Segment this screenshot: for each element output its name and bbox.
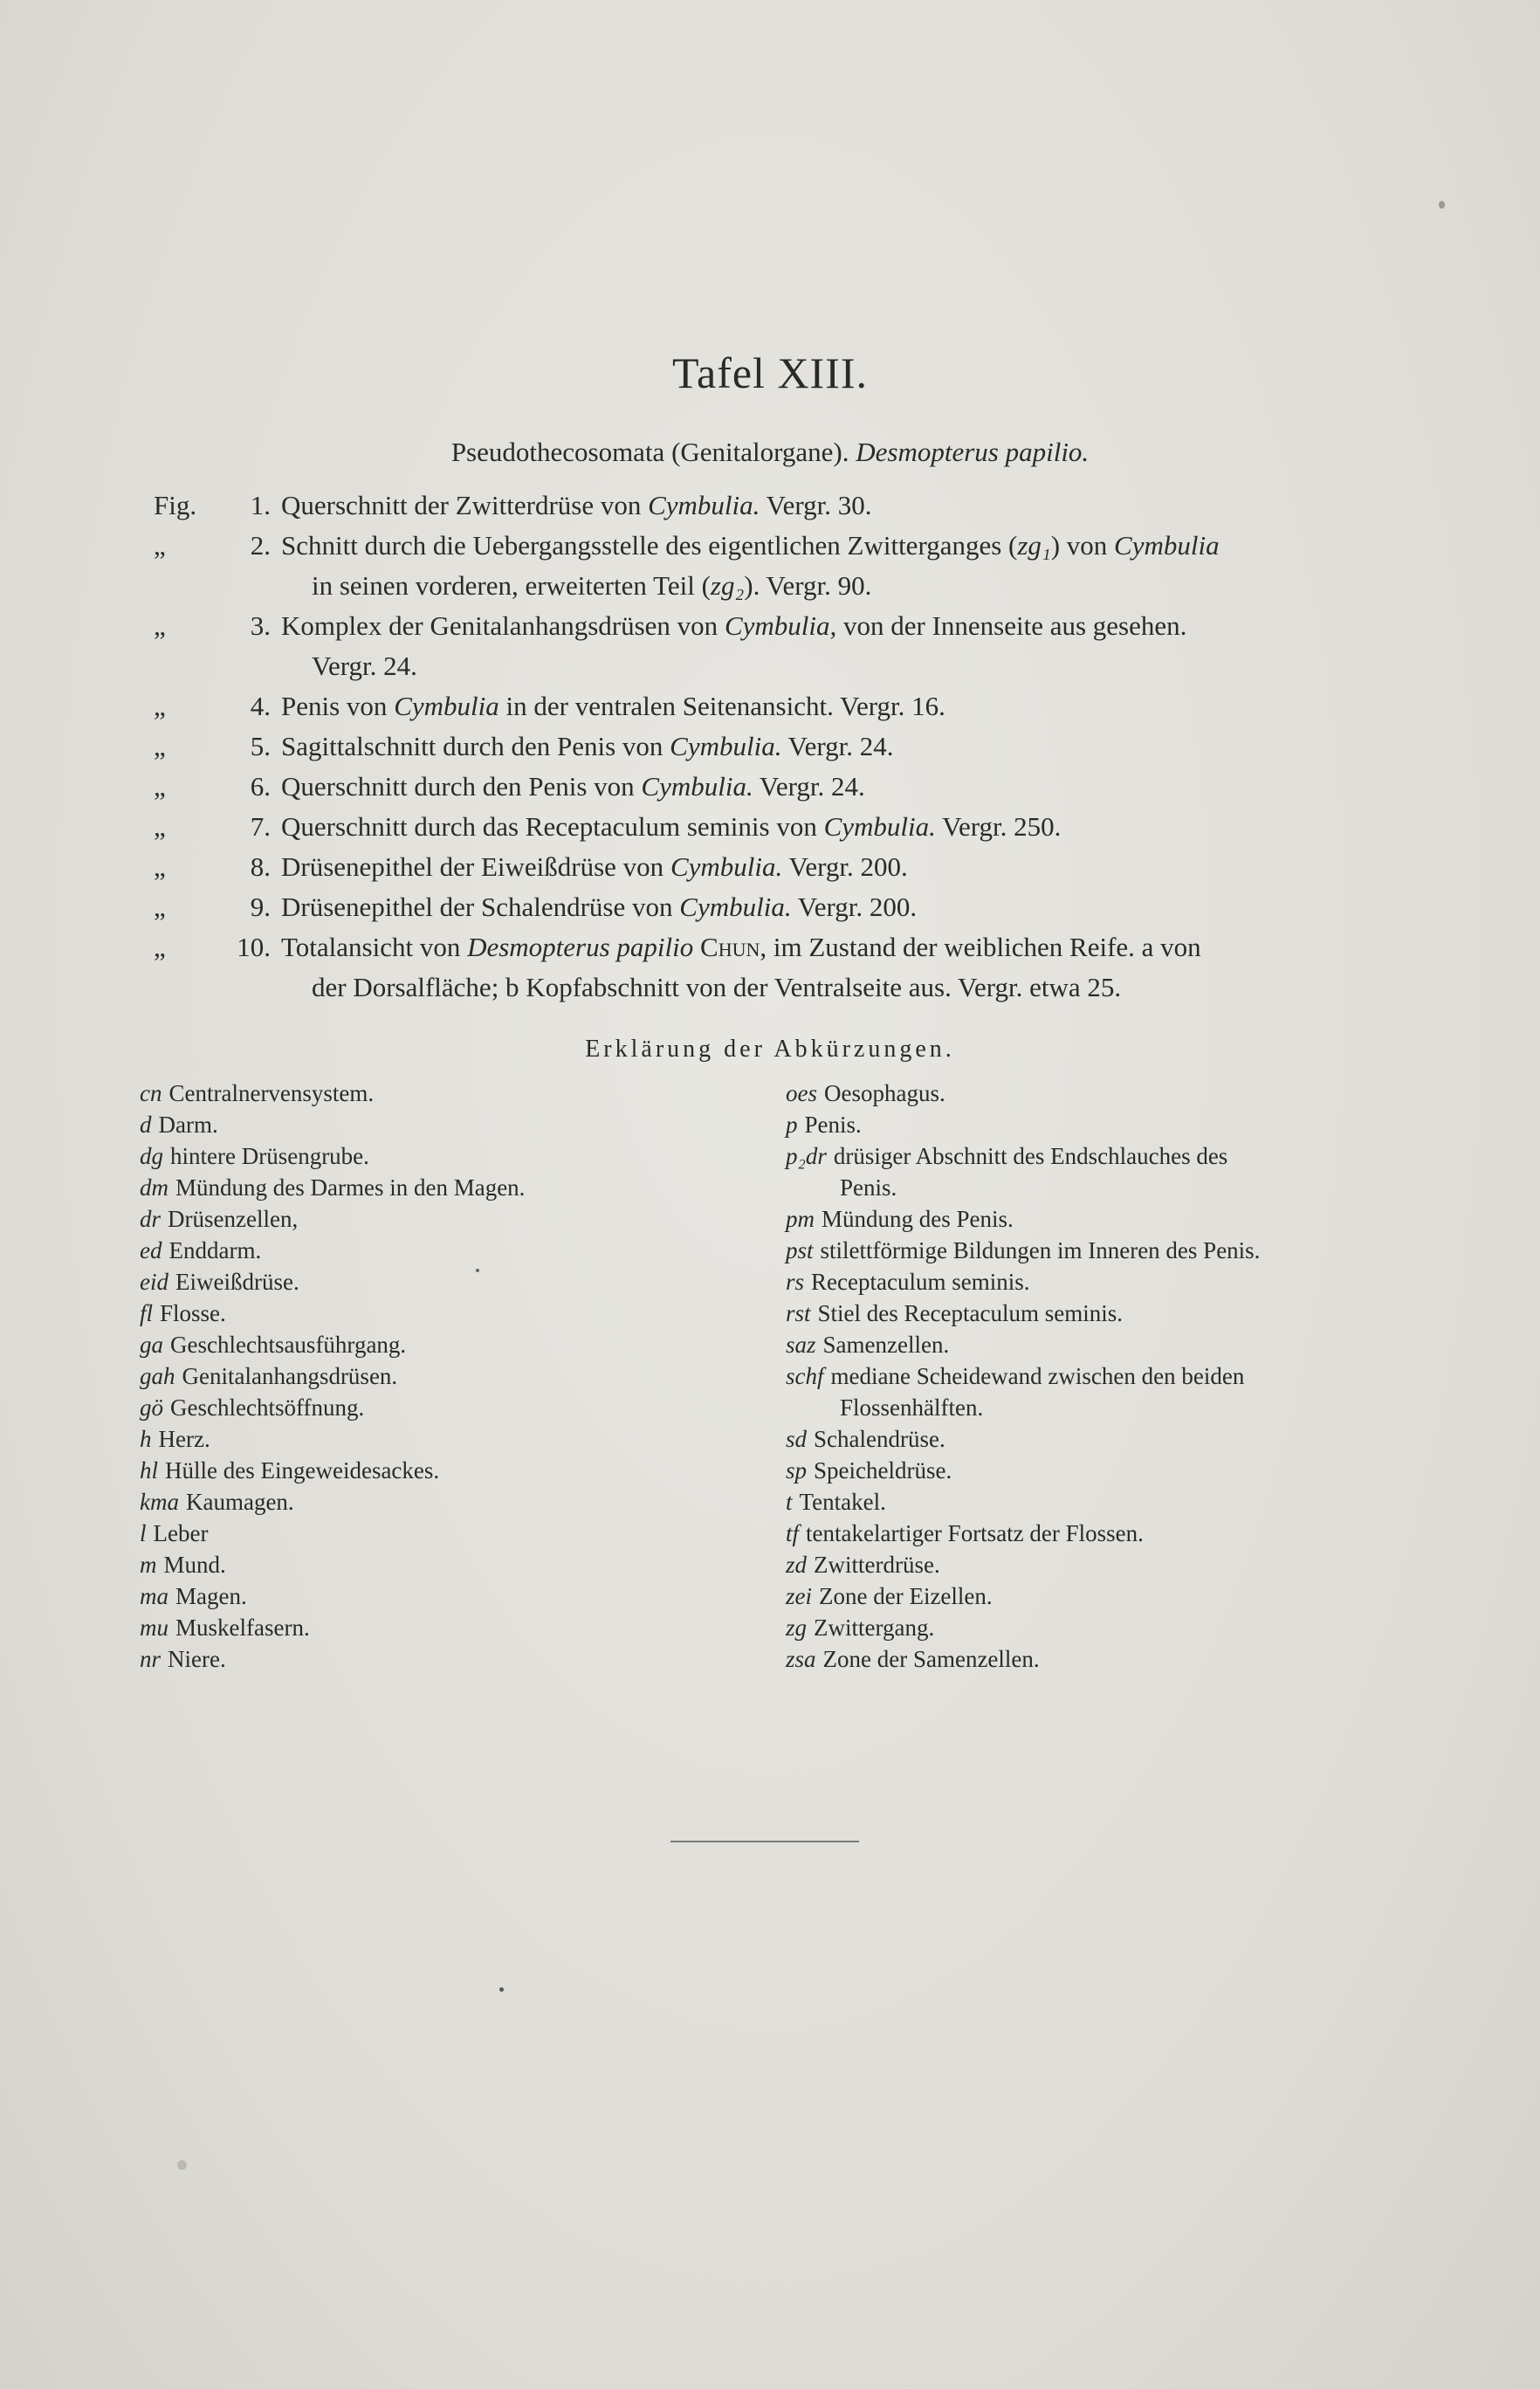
subtitle-species: Desmopterus papilio. xyxy=(856,437,1090,467)
abbreviation: gö xyxy=(140,1394,163,1421)
abbreviation-definition: Tentakel. xyxy=(799,1489,886,1515)
abbreviation-entry xyxy=(140,1423,663,1455)
abbreviation: schf xyxy=(786,1363,824,1389)
abbreviation-entry xyxy=(786,1140,1414,1203)
figure-number: 9. xyxy=(250,892,271,922)
abbreviation-definition: Zone der Samenzellen. xyxy=(822,1646,1040,1672)
abbreviations-left-column xyxy=(140,1077,663,1675)
paper-speck xyxy=(499,1987,504,1992)
italic-text: Cymbulia xyxy=(394,691,499,721)
caption-text: von der Innenseite aus gesehen. xyxy=(836,610,1187,641)
abbreviation-entry xyxy=(786,1455,1414,1486)
abbreviation-definition: Geschlechtsöffnung. xyxy=(170,1394,365,1421)
figure-caption-4 xyxy=(154,686,1424,726)
abbreviation-definition: Schalendrüse. xyxy=(814,1426,945,1452)
abbreviation-entry xyxy=(786,1580,1414,1612)
figure-prefix: „ xyxy=(154,691,166,721)
abbreviation: sp xyxy=(786,1457,808,1484)
caption-text: in seinen vorderen, erweiterten Teil ( xyxy=(312,570,711,601)
abbreviation-entry xyxy=(786,1612,1414,1643)
figure-description-continued xyxy=(281,646,1424,686)
abbreviation-entry xyxy=(140,1140,663,1172)
paper-speck xyxy=(476,1269,479,1272)
caption-text: Vergr. 200. xyxy=(791,892,918,922)
abbreviation-definition: Penis. xyxy=(804,1112,862,1138)
abbreviation: zd xyxy=(786,1552,808,1578)
abbreviation-definition: mediane Scheidewand zwischen den beiden xyxy=(830,1363,1245,1389)
abbreviation-definition: Genitalanhangsdrüsen. xyxy=(182,1363,398,1389)
plate-title: Tafel XIII. xyxy=(671,348,869,397)
abbreviation-entry xyxy=(140,1298,663,1329)
figure-description xyxy=(281,686,1424,726)
abbreviations-right-column xyxy=(786,1077,1414,1675)
abbreviation-entry xyxy=(140,1329,663,1360)
figure-prefix: „ xyxy=(154,610,166,641)
abbreviation: cn xyxy=(140,1080,162,1106)
figure-prefix: „ xyxy=(154,530,166,561)
paper-speck xyxy=(177,2160,187,2170)
abbreviation-definition: stilettförmige Bildungen im Inneren des Penis. xyxy=(820,1237,1261,1263)
italic-text: Cymbulia, xyxy=(724,610,837,641)
italic-text: zg₁ xyxy=(1017,530,1051,561)
figure-number: 5. xyxy=(250,731,271,761)
figure-caption-2 xyxy=(154,526,1424,606)
abbreviation-definition: Oesophagus. xyxy=(824,1080,945,1106)
abbreviation-definition: Mund. xyxy=(163,1552,226,1578)
abbreviation-definition: drüsiger Abschnitt des Endschlauches des xyxy=(833,1143,1228,1169)
caption-text: , im Zustand der weiblichen Reife. a von xyxy=(760,932,1201,962)
abbreviation: rs xyxy=(786,1269,805,1295)
abbreviation-entry xyxy=(786,1203,1414,1235)
abbreviation-entry xyxy=(140,1109,663,1140)
figure-description xyxy=(281,887,1424,927)
figure-description xyxy=(281,606,1424,686)
abbreviation: nr xyxy=(140,1646,162,1672)
figure-caption-5 xyxy=(154,726,1424,767)
abbreviation-entry xyxy=(140,1392,663,1423)
abbreviation-entry xyxy=(140,1077,663,1109)
figure-prefix: „ xyxy=(154,811,166,842)
figure-number: 7. xyxy=(250,811,271,842)
abbreviation: dm xyxy=(140,1174,168,1201)
abbreviation: h xyxy=(140,1426,152,1452)
caption-text: Vergr. 200. xyxy=(782,851,908,882)
abbreviation: oes xyxy=(786,1080,817,1106)
abbreviation-entry xyxy=(140,1549,663,1580)
abbreviation-entry xyxy=(140,1172,663,1203)
italic-text: Cymbulia. xyxy=(670,731,782,761)
abbreviation-entry xyxy=(140,1235,663,1266)
abbreviation: hl xyxy=(140,1457,159,1484)
abbreviation: kma xyxy=(140,1489,179,1515)
figure-description xyxy=(281,485,1424,526)
figure-number: 1. xyxy=(250,490,271,520)
figure-prefix: „ xyxy=(154,892,166,922)
abbreviation: t xyxy=(786,1489,793,1515)
figure-number: 4. xyxy=(250,691,271,721)
figure-caption-7 xyxy=(154,807,1424,847)
italic-text: Cymbulia. xyxy=(648,490,760,520)
caption-text: Komplex der Genitalanhangsdrüsen von xyxy=(281,610,725,641)
caption-text: Penis von xyxy=(281,691,395,721)
caption-text: Totalansicht von xyxy=(281,932,468,962)
abbreviation-definition: Muskelfasern. xyxy=(175,1614,310,1641)
figure-caption-3 xyxy=(154,606,1424,686)
abbreviation-definition: Mündung des Penis. xyxy=(822,1206,1014,1232)
caption-text: Schnitt durch die Uebergangsstelle des eigentlichen Zwitterganges ( xyxy=(281,530,1018,561)
abbreviation: ma xyxy=(140,1583,168,1609)
abbreviation: p₂dr xyxy=(786,1143,827,1169)
figure-prefix: „ xyxy=(154,932,166,962)
figure-caption-6 xyxy=(154,767,1424,807)
abbreviation-entry xyxy=(140,1643,663,1675)
abbreviation: ga xyxy=(140,1332,163,1358)
caption-text: Vergr. 30. xyxy=(760,490,872,520)
italic-text: Cymbulia. xyxy=(823,811,936,842)
abbreviation-entry xyxy=(786,1486,1414,1518)
abbreviation-definition: Niere. xyxy=(168,1646,226,1672)
end-rule xyxy=(670,1841,859,1842)
italic-text: Cymbulia. xyxy=(670,851,783,882)
caption-text: in der ventralen Seitenansicht. Vergr. 16. xyxy=(498,691,945,721)
abbreviation-definition: Magen. xyxy=(175,1583,247,1609)
figure-description xyxy=(281,767,1424,807)
abbreviation: tf xyxy=(786,1520,800,1546)
abbreviation-definition: Herz. xyxy=(158,1426,210,1452)
abbreviation-definition-continued: Penis. xyxy=(840,1174,897,1201)
abbreviation: d xyxy=(140,1112,152,1138)
caption-text: ). Vergr. 90. xyxy=(744,570,872,601)
abbreviation-entry xyxy=(786,1329,1414,1360)
italic-text: zg₂ xyxy=(710,570,745,601)
italic-text: Cymbulia. xyxy=(641,771,753,802)
figure-prefix: „ xyxy=(154,851,166,882)
abbreviation-entry xyxy=(786,1549,1414,1580)
figure-caption-10 xyxy=(154,927,1424,1008)
figure-caption-8 xyxy=(154,847,1424,887)
figure-number: 2. xyxy=(250,530,271,561)
abbreviation-entry xyxy=(786,1423,1414,1455)
figure-number: 3. xyxy=(250,610,271,641)
caption-text: Drüsenepithel der Schalendrüse von xyxy=(281,892,680,922)
caption-text: Vergr. 24. xyxy=(753,771,865,802)
abbreviation-definition: Flosse. xyxy=(160,1300,226,1326)
abbreviation: zsa xyxy=(786,1646,816,1672)
abbreviation-definition: Mündung des Darmes in den Magen. xyxy=(175,1174,526,1201)
abbreviation-entry xyxy=(786,1109,1414,1140)
figure-prefix: Fig. xyxy=(154,490,197,520)
abbreviation: zei xyxy=(786,1583,812,1609)
figure-description-continued xyxy=(281,566,1424,606)
figure-prefix: „ xyxy=(154,731,166,761)
caption-text: Vergr. 250. xyxy=(935,811,1062,842)
abbreviation-entry xyxy=(140,1518,663,1549)
abbreviation-definition: Eiweißdrüse. xyxy=(175,1269,299,1295)
figure-prefix: „ xyxy=(154,771,166,802)
abbreviation: dg xyxy=(140,1143,163,1169)
caption-text: Vergr. 24. xyxy=(312,651,417,681)
abbreviation: l xyxy=(140,1520,147,1546)
abbreviation-definition: Hülle des Eingeweidesackes. xyxy=(165,1457,440,1484)
author-name: Chun xyxy=(693,932,760,962)
figure-description xyxy=(281,927,1424,1008)
abbreviation: m xyxy=(140,1552,157,1578)
abbreviation: p xyxy=(786,1112,798,1138)
subtitle-group: Pseudothecosomata (Genitalorgane). xyxy=(450,437,849,467)
abbreviation-entry xyxy=(140,1455,663,1486)
abbreviation: dr xyxy=(140,1206,162,1232)
abbreviation-entry xyxy=(786,1077,1414,1109)
abbreviation: zg xyxy=(786,1614,808,1641)
abbreviation-entry xyxy=(140,1203,663,1235)
figure-description xyxy=(281,807,1424,847)
abbreviation-entry xyxy=(140,1580,663,1612)
abbreviation-definition: Receptaculum seminis. xyxy=(811,1269,1030,1295)
abbreviation-entry xyxy=(786,1235,1414,1266)
abbreviation-definition: hintere Drüsengrube. xyxy=(170,1143,369,1169)
figure-captions xyxy=(154,485,1424,1008)
caption-text: der Dorsalfläche; b Kopfabschnitt von der Ventralseite aus. Vergr. etwa 25. xyxy=(312,972,1122,1002)
figure-description-continued xyxy=(281,967,1424,1008)
abbreviation: eid xyxy=(140,1269,168,1295)
abbreviation: saz xyxy=(786,1332,816,1358)
abbreviation-definition: Speicheldrüse. xyxy=(814,1457,952,1484)
abbreviation: pm xyxy=(786,1206,815,1232)
abbreviation-definition: Zwitterdrüse. xyxy=(814,1552,940,1578)
abbreviation-definition: Geschlechtsausführgang. xyxy=(170,1332,407,1358)
paper-speck xyxy=(1439,201,1445,209)
abbreviation-definition: Stiel des Receptaculum seminis. xyxy=(817,1300,1123,1326)
abbreviation-definition: Samenzellen. xyxy=(822,1332,950,1358)
caption-text: ) von xyxy=(1050,530,1115,561)
abbreviation: ed xyxy=(140,1237,162,1263)
abbreviation: sd xyxy=(786,1426,808,1452)
abbreviation-definition: Darm. xyxy=(158,1112,218,1138)
abbreviation-entry xyxy=(140,1612,663,1643)
caption-text: Querschnitt durch den Penis von xyxy=(281,771,642,802)
italic-text: Desmopterus papilio xyxy=(467,932,694,962)
figure-number: 10. xyxy=(237,932,271,962)
abbreviation-entry xyxy=(786,1360,1414,1423)
plate-subtitle xyxy=(0,437,1540,468)
legend-title: Erklärung der Abkürzungen. xyxy=(585,1036,955,1063)
abbreviation-definition: Enddarm. xyxy=(168,1237,262,1263)
figure-caption-1 xyxy=(154,485,1424,526)
caption-text: Querschnitt durch das Receptaculum seminis von xyxy=(281,811,824,842)
caption-text: Drüsenepithel der Eiweißdrüse von xyxy=(281,851,670,882)
abbreviation-entry xyxy=(140,1266,663,1298)
abbreviation-definition-continued: Flossenhälften. xyxy=(840,1394,984,1421)
abbreviation-definition: Kaumagen. xyxy=(185,1489,294,1515)
abbreviation-definition: Leber xyxy=(153,1520,209,1546)
figure-number: 8. xyxy=(250,851,271,882)
abbreviation: gah xyxy=(140,1363,175,1389)
caption-text: Sagittalschnitt durch den Penis von xyxy=(281,731,670,761)
figure-description xyxy=(281,526,1424,606)
figure-caption-9 xyxy=(154,887,1424,927)
abbreviation-entry xyxy=(786,1266,1414,1298)
abbreviation-entry xyxy=(786,1298,1414,1329)
abbreviation-definition: Zwittergang. xyxy=(814,1614,935,1641)
abbreviation: fl xyxy=(140,1300,154,1326)
abbreviation-entry xyxy=(786,1518,1414,1549)
abbreviation-entry xyxy=(786,1643,1414,1675)
abbreviation-entry xyxy=(140,1360,663,1392)
figure-number: 6. xyxy=(250,771,271,802)
abbreviation-definition: Drüsenzellen, xyxy=(168,1206,299,1232)
abbreviation: rst xyxy=(786,1300,811,1326)
figure-description xyxy=(281,847,1424,887)
abbreviation: pst xyxy=(786,1237,814,1263)
italic-text: Cymbulia xyxy=(1114,530,1220,561)
abbreviation: mu xyxy=(140,1614,168,1641)
abbreviation-definition: tentakelartiger Fortsatz der Flossen. xyxy=(806,1520,1144,1546)
abbreviation-definition: Centralnervensystem. xyxy=(168,1080,375,1106)
caption-text: Querschnitt der Zwitterdrüse von xyxy=(281,490,649,520)
abbreviation-entry xyxy=(140,1486,663,1518)
figure-description xyxy=(281,726,1424,767)
abbreviation-definition: Zone der Eizellen. xyxy=(819,1583,993,1609)
caption-text: Vergr. 24. xyxy=(781,731,894,761)
italic-text: Cymbulia. xyxy=(679,892,792,922)
